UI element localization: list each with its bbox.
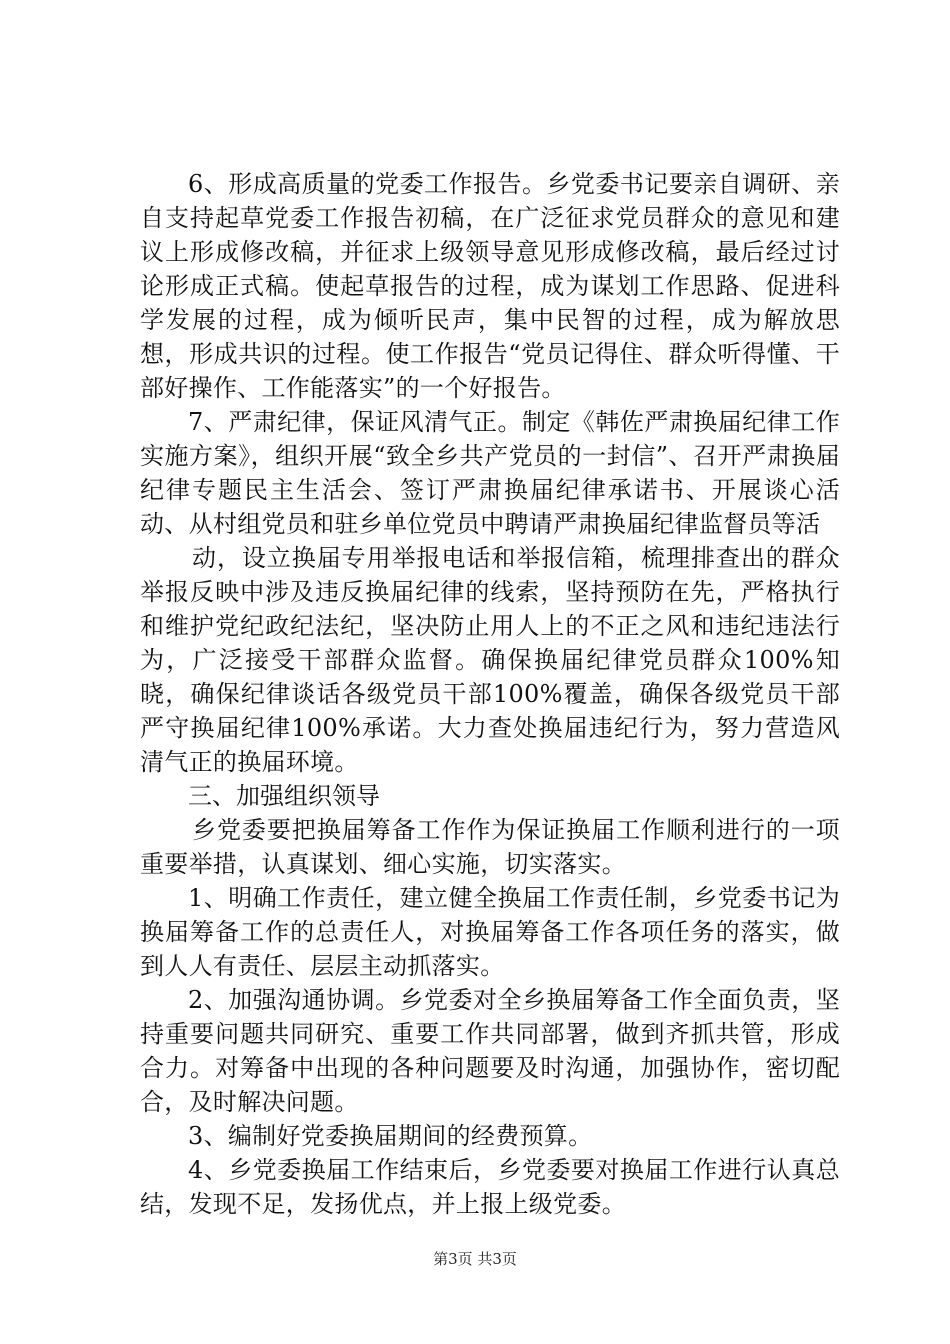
paragraph-4-summary: 4、乡党委换届工作结束后，乡党委要对换届工作进行认真总结，发现不足，发扬优点，并上报上级党委。 (140, 1156, 840, 1218)
page-number-footer: 第3页 共3页 (433, 1250, 517, 1268)
section-heading-3: 三、加强组织领导 (188, 782, 380, 810)
paragraph-3-budget: 3、编制好党委换届期间的经费预算。 (188, 1122, 593, 1150)
paragraph-6-report: 6、形成高质量的党委工作报告。乡党委书记要亲自调研、亲自支持起草党委工作报告初稿，在广泛征求党员群众的意见和建议上形成修改稿，并征求上级领导意见形成修改稿，最后经过讨论形成正式稿。使起草报告的过程，成为谋划工作思路、促进科学发展的过程，成为倾听民声，集中民智的过程，成为解放思想，形成共识的过程。使工作报告“党员记得住、群众听得懂、干部好操作、工作能落实”的一个好报告。 (140, 170, 840, 402)
paragraph-7-discipline: 7、严肃纪律，保证风清气正。制定《韩佐严肃换届纪律工作实施方案》，组织开展“致全乡共产党员的一封信”、召开严肃换届纪律专题民主生活会、签订严肃换届纪律承诺书、开展谈心活动、从村组党员和驻乡单位党员中聘请严肃换届纪律监督员等活 (140, 408, 840, 538)
paragraph-2-coordination: 2、加强沟通协调。乡党委对全乡换届筹备工作全面负责，坚持重要问题共同研究、重要工作共同部署，做到齐抓共管，形成合力。对筹备中出现的各种问题要及时沟通，加强协作，密切配合，及时解决问题。 (140, 986, 840, 1116)
paragraph-section-intro: 乡党委要把换届筹备工作作为保证换届工作顺利进行的一项重要举措，认真谋划、细心实施，切实落实。 (140, 816, 840, 878)
paragraph-1-responsibility: 1、明确工作责任，建立健全换届工作责任制，乡党委书记为换届筹备工作的总责任人，对换届筹备工作各项任务的落实，做到人人有责任、层层主动抓落实。 (140, 884, 840, 980)
paragraph-7-continued: 动，设立换届专用举报电话和举报信箱，梳理排查出的群众举报反映中涉及违反换届纪律的线索，坚持预防在先，严格执行和维护党纪政纪法纪，坚决防止用人上的不正之风和违纪违法行为，广泛接受干部群众监督。确保换届纪律党员群众100%知晓，确保纪律谈话各级党员干部100%覆盖，确保各级党员干部严守换届纪律100%承诺。大力查处换届违纪行为，努力营造风清气正的换届环境。 (140, 544, 840, 776)
document-body (140, 167, 840, 1221)
